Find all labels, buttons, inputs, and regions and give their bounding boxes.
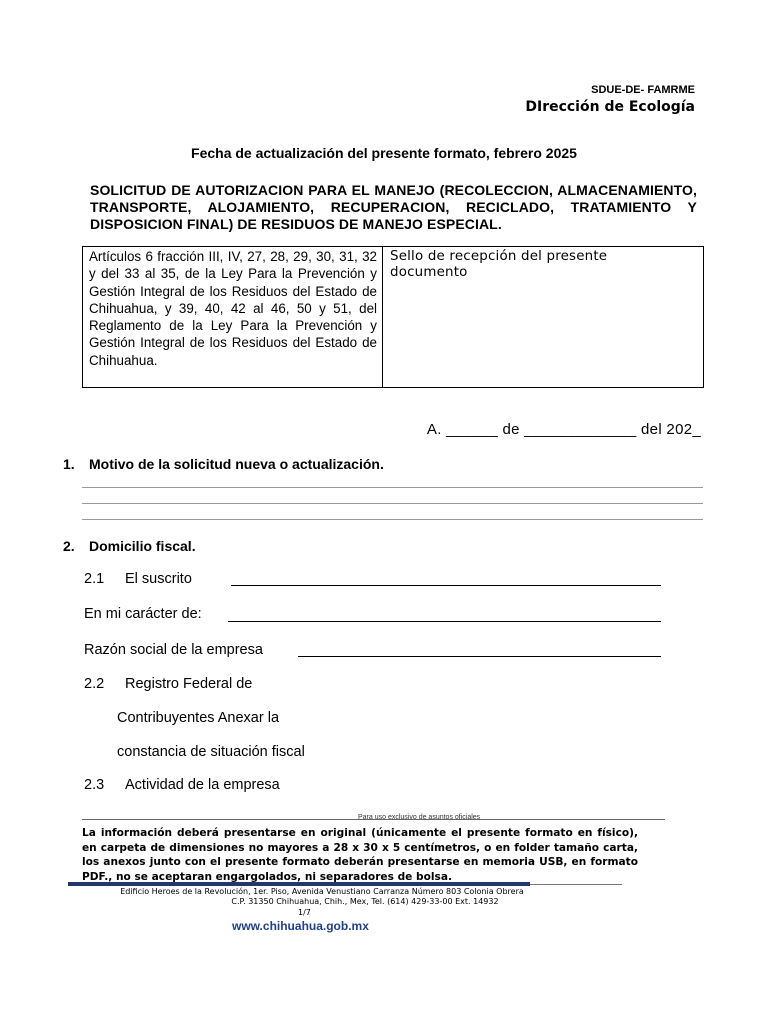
item-2-1-number: 2.1	[84, 571, 105, 587]
company-name-field[interactable]	[298, 656, 661, 657]
item-2-3-number: 2.3	[84, 777, 105, 793]
section1-number: 1.	[63, 456, 75, 472]
form-code: SDUE-DE- FAMRME	[591, 84, 695, 96]
official-use-note: Para uso exclusivo de asuntos oficiales	[358, 814, 481, 821]
request-title: SOLICITUD DE AUTORIZACION PARA EL MANEJO (RECOLECCION, ALMACENAMIENTO, TRANSPORTE, ALOJAMIENTO, RECUPERACION, RECICLADO, TRATAMIENTO Y DISPOSICION FINAL) DE RESIDUOS DE MANEJO ESPECIAL.	[90, 182, 697, 232]
footer-rule	[82, 819, 665, 820]
footer-grey-rule	[530, 884, 622, 885]
website-link[interactable]: www.chihuahua.gob.mx	[232, 919, 369, 933]
legal-box-divider	[382, 246, 383, 388]
business-activity-label: Actividad de la empresa	[125, 777, 280, 793]
section2-title: Domicilio fiscal.	[89, 538, 196, 554]
suscrito-field[interactable]	[231, 585, 661, 586]
character-label: En mi carácter de:	[84, 606, 202, 622]
rfc-label-line3: constancia de situación fiscal	[117, 744, 305, 760]
company-name-label: Razón social de la empresa	[84, 642, 263, 658]
submission-info: La información deberá presentarse en original (únicamente el presente formato en físico), en carpeta de dimensiones no mayores a 28 x 30 x 5 centímetros, o en folder tamaño carta, los anexos junto con el presente formato deberán presentarse en memoria USB, en formato PDF., no se aceptaran engargolados, ni separadores de bolsa.	[82, 827, 638, 883]
legal-basis-text: Artículos 6 fracción III, IV, 27, 28, 29, 30, 31, 32 y del 33 al 35, de la Ley Para la Prevención y Gestión Integral de los Residuos del Estado de Chihuahua, y 39, 40, 42 al 46, 50 y 51, del Reglamento de la Ley Para la Prevención y Gestión Integral de los Residuos del Estado de Chihuahua.	[89, 249, 377, 368]
rfc-label-line1: Registro Federal de	[125, 676, 253, 692]
item-2-2-number: 2.2	[84, 676, 105, 692]
section1-title: Motivo de la solicitud nueva o actualización.	[89, 456, 384, 472]
department-name: DIrección de Ecología	[525, 99, 695, 115]
page-number: 1/7	[298, 908, 311, 917]
update-note: Fecha de actualización del presente formato, febrero 2025	[191, 145, 577, 161]
rfc-label-line2: Contribuyentes Anexar la	[117, 710, 280, 726]
section1-answer-line-2[interactable]	[82, 503, 703, 504]
section1-answer-line-1[interactable]	[82, 487, 703, 488]
section1-answer-line-3[interactable]	[82, 519, 703, 520]
reception-seal-area: Sello de recepción del presente documento	[390, 249, 608, 280]
address-line-2: C.P. 31350 Chihuahua, Chih., Mex, Tel. (614) 429-33-00 Ext. 14932	[231, 897, 499, 906]
address-line-1: Edificio Heroes de la Revolución, 1er. Piso, Avenida Venustiano Carranza Número 803 Colonia Obrera	[120, 887, 524, 896]
character-field[interactable]	[228, 621, 661, 622]
footer-blue-bar	[68, 882, 530, 886]
item-2-1-label: El suscrito	[125, 571, 192, 587]
date-line[interactable]: A. ______ de _____________ del 202_	[426, 421, 701, 438]
section2-number: 2.	[63, 538, 75, 554]
